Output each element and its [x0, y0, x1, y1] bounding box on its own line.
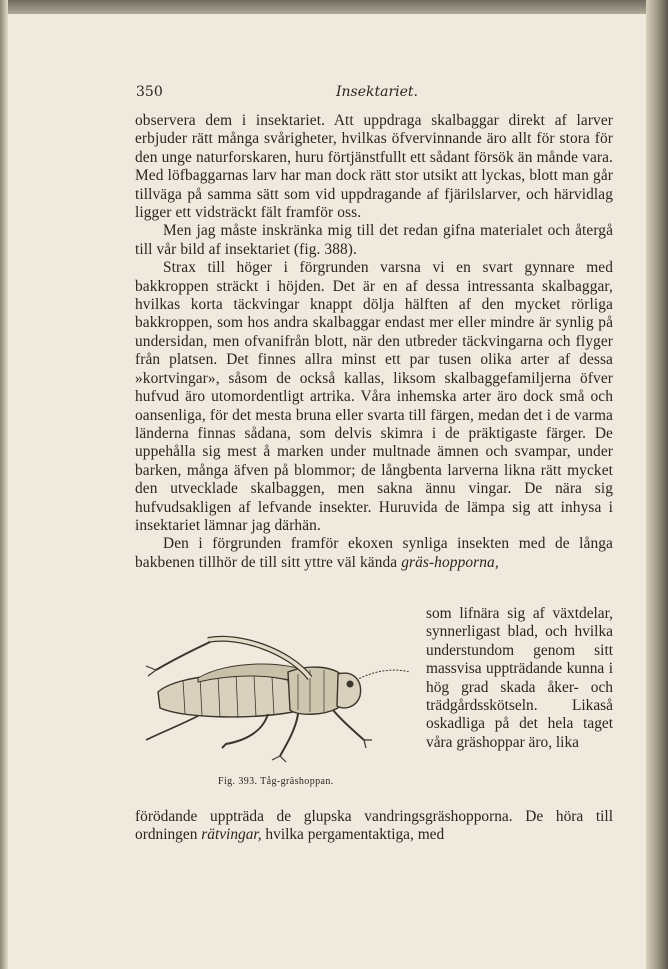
page-number: 350 [136, 84, 163, 100]
wrapped-text: som lifnära sig af växtdelar, synnerligast blad, och hvilka understundom genom sitt massvisa uppträdande kunna i hög grad skada åker- och trädgårdsskötseln. Likaså oskadliga på det hela taget våra gräshoppar äro, lika [426, 605, 613, 751]
text-below-figure [135, 808, 613, 845]
figure-caption: Fig. 393. Tåg-gräshoppan. [218, 776, 334, 787]
italic-term-grasshoppers: gräs-hopporna, [401, 553, 499, 571]
paragraph: Strax till höger i förgrunden varsna vi en svart gynnare med bakkroppen sträckt i höjden. Det är en af dessa intressanta skalbaggar, hvilkas korta täckvingar knappt dölja hälften af den mycket rörliga bakkroppen, som hos andra skalbaggar endast mer eller mindre är synlig på undersidan, men ofvanifrån blott, när den utbreder täckvingarna och flyger från platsen. Det finnes allra minst ett par tusen olika arter af dessa »kortvingar», såsom de också kallas, liksom skalbaggefamiljerna öfver hufvud äro utomordentligt artrika. Våra inhemska arter äro dock små och oansenliga, för det mesta bruna eller svarta till färgen, medan det i de varma länderna finnas sådana, som delvis skimra i de präktigaste färger. De uppehålla sig mest å marken under multnade ämnen och svampar, under barken, många äfven på blommor; de långbenta larverna likna rätt mycket den utvecklade skalbaggen, men sakna ännu vingar. De nära sig hufvudsakligen af lefvande insekter. Huruvida de lämpa sig att inhysa i insektariet lämnar jag därhän. [135, 259, 613, 534]
paragraph-grasshoppers [135, 535, 613, 572]
paragraph-continued: observera dem i insektariet. Att uppdraga skalbaggar direkt af larver erbjuder rätt många svårigheter, hvilkas öfvervinnande äro allt för stora för den unge naturforskaren, huru förtjänstfullt ett sådant försök än månde vara. Med löfbaggarnas larv har man dock rätt stor utsikt att lyckas, blott man går tillväga på samma sätt som vid uppdragande af fjärilslarver, och härvidlag ligger ett vidsträckt fält framför oss. [135, 112, 613, 222]
body-text [135, 112, 613, 572]
italic-term-orthoptera: rätvingar, [201, 826, 262, 844]
tail-text: förödande uppträda de glupska vandringsgräshopporna. De höra till ordningen [135, 808, 613, 844]
wrapped-text-beside-figure [426, 605, 613, 752]
tail-text-end: hvilka pergamentaktiga, med [265, 826, 445, 844]
paragraph-text: Den i förgrunden framför ekoxen synliga insekten med de långa bakbenen tillhör de till sitt yttre väl kända [135, 535, 613, 571]
page-left-edge [0, 0, 8, 969]
figure-grasshopper [138, 630, 424, 790]
running-head: Insektariet. [336, 84, 419, 100]
grasshopper-illustration [138, 630, 414, 765]
page-header [136, 84, 612, 102]
paragraph: Men jag måste inskränka mig till det redan gifna materialet och återgå till vår bild af insektariet (fig. 388). [135, 222, 613, 258]
book-spine-edge [646, 0, 668, 969]
